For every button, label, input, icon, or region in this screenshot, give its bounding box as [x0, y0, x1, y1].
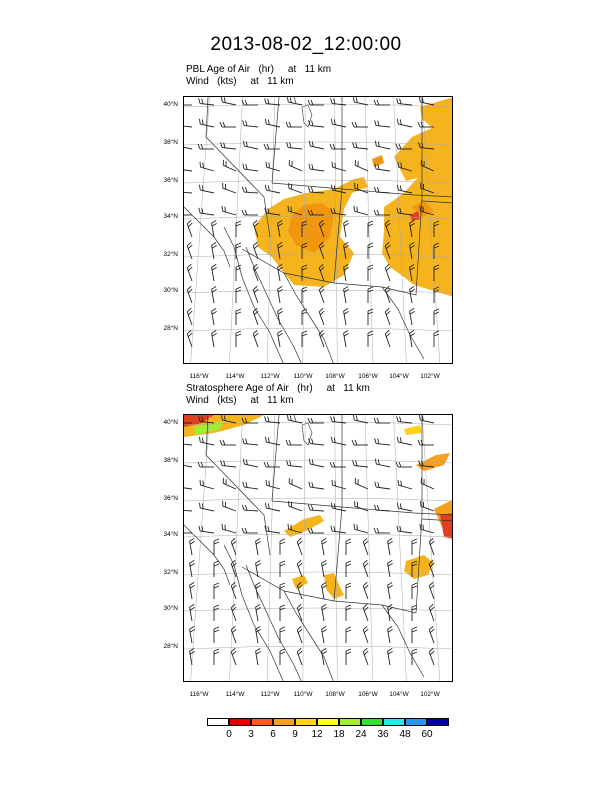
wind-barb	[396, 462, 412, 467]
wind-barb	[287, 460, 302, 467]
wind-barb	[184, 164, 192, 171]
wind-barb	[243, 120, 258, 127]
wind-barb	[280, 627, 285, 643]
wind-barb	[354, 524, 368, 533]
lat-label: 38°N	[163, 457, 178, 464]
wind-barb	[309, 164, 324, 171]
wind-barb	[319, 308, 324, 325]
lat-label: 32°N	[163, 251, 178, 258]
wind-barb	[289, 160, 302, 171]
colorbar-label: 9	[292, 729, 298, 740]
age-region	[420, 97, 453, 129]
colorbar-swatch	[229, 718, 251, 726]
wind-barb	[286, 122, 302, 127]
wind-barb	[388, 626, 393, 643]
wind-barb	[297, 648, 302, 665]
wind-barb	[388, 648, 393, 665]
wind-barb	[256, 582, 261, 599]
lat-label: 32°N	[163, 569, 178, 576]
wind-barb	[200, 162, 214, 171]
wind-barb	[265, 437, 280, 445]
colorbar-swatch	[405, 718, 427, 726]
wind-barb	[264, 462, 280, 467]
wind-barb	[344, 220, 349, 237]
colorbar-label: 3	[248, 729, 254, 740]
wind-barb	[236, 309, 241, 325]
wind-barb	[308, 528, 324, 533]
wind-barb	[309, 120, 324, 127]
wind-barb	[280, 605, 285, 621]
wind-barb	[231, 604, 236, 621]
colorbar-swatch	[251, 718, 273, 726]
wind-barb	[265, 98, 280, 105]
wind-barb	[397, 98, 412, 105]
wind-barb	[289, 478, 302, 489]
wind-barb	[397, 503, 412, 511]
panel2-title-field: Stratosphere Age of Air (hr) at 11 km	[186, 383, 370, 394]
colorbar-swatch	[361, 718, 383, 726]
wind-barb	[212, 264, 217, 281]
colorbar-swatch	[207, 718, 229, 726]
wind-barb	[256, 538, 261, 555]
wind-barb	[354, 206, 368, 215]
panel2-title-wind: Wind (kts) at 11 km	[186, 395, 294, 406]
wind-barb	[374, 528, 390, 533]
wind-barb	[190, 538, 195, 555]
wind-barb	[212, 286, 217, 303]
wind-barb	[214, 561, 219, 577]
lon-label: 104°W	[389, 373, 409, 380]
wind-barb	[331, 526, 346, 533]
wind-barb	[199, 503, 214, 511]
lat-label: 38°N	[163, 139, 178, 146]
wind-barb	[429, 648, 434, 665]
wind-barb	[412, 583, 417, 599]
wind-barb	[187, 264, 192, 281]
wind-barb	[346, 583, 351, 599]
wind-barb	[375, 459, 390, 467]
wind-barb	[280, 649, 285, 665]
lon-label: 102°W	[420, 373, 440, 380]
wind-barb	[265, 185, 280, 193]
wind-barb	[322, 560, 327, 577]
wind-barb	[419, 415, 434, 423]
wind-barb	[353, 415, 368, 423]
colorbar-label: 12	[311, 729, 323, 740]
wind-barb	[330, 144, 346, 149]
wind-barb	[297, 626, 302, 643]
lon-label: 106°W	[358, 691, 378, 698]
wind-barb	[236, 221, 241, 237]
wind-barb	[388, 538, 393, 555]
wind-barb	[184, 187, 192, 193]
lon-label: 102°W	[420, 691, 440, 698]
wind-barb	[322, 626, 327, 643]
wind-barb	[429, 538, 434, 555]
wind-barb	[236, 265, 241, 281]
colorbar-label: 18	[333, 729, 345, 740]
wind-barb	[242, 187, 258, 193]
panel1-title-wind: Wind (kts) at 11 km	[186, 76, 294, 87]
wind-barb	[212, 242, 217, 259]
wind-barb	[242, 505, 258, 511]
wind-barb	[412, 539, 417, 555]
wind-barb	[256, 648, 261, 665]
page-title: 2013-08-02_12:00:00	[210, 34, 402, 55]
wind-barb	[346, 649, 351, 665]
lon-label: 106°W	[358, 373, 378, 380]
lat-label: 40°N	[163, 101, 178, 108]
colorbar-label: 48	[399, 729, 411, 740]
wind-barb	[322, 604, 327, 621]
wind-barb	[331, 119, 346, 127]
wind-barb	[199, 98, 214, 105]
wind-barb	[412, 627, 417, 643]
wind-barb	[346, 627, 351, 643]
colorbar-swatch	[273, 718, 295, 726]
colorbar-label: 60	[421, 729, 433, 740]
lon-label: 104°W	[389, 691, 409, 698]
wind-barb	[184, 100, 192, 105]
wind-barb	[368, 309, 373, 325]
wind-barb	[221, 97, 236, 105]
wind-barb	[429, 604, 434, 621]
wind-barb	[222, 206, 236, 215]
graticule	[184, 415, 453, 682]
wind-barb	[264, 144, 280, 149]
colorbar-label: 0	[226, 729, 232, 740]
lat-label: 36°N	[163, 177, 178, 184]
wind-barb	[346, 605, 351, 621]
wind-barb	[388, 582, 393, 599]
lat-label: 34°N	[163, 531, 178, 538]
wind-barb	[363, 538, 368, 555]
wind-barb	[199, 185, 214, 193]
lat-label: 28°N	[163, 643, 178, 650]
lon-label: 116°W	[189, 691, 209, 698]
wind-barb	[265, 503, 280, 511]
lat-label: 40°N	[163, 419, 178, 426]
wind-barb	[253, 264, 258, 281]
wind-barb	[223, 183, 236, 193]
lon-label: 108°W	[325, 691, 345, 698]
lon-label: 112°W	[260, 691, 280, 698]
colorbar-label: 24	[355, 729, 367, 740]
wind-barb	[243, 438, 258, 445]
wind-barb	[212, 308, 217, 325]
wind-barb	[344, 308, 349, 325]
wind-barb	[368, 243, 373, 259]
wind-barb	[253, 330, 258, 347]
wind-barb	[322, 538, 327, 555]
wind-barb	[374, 100, 390, 105]
wind-barb	[309, 438, 324, 445]
wind-barb	[418, 440, 434, 445]
wind-barb	[344, 330, 349, 347]
wind-barb	[187, 242, 192, 259]
wind-barb	[187, 330, 192, 347]
wind-barb	[231, 538, 236, 555]
wind-barb	[421, 501, 434, 511]
colorbar-swatch	[383, 718, 405, 726]
wind-barb	[344, 286, 349, 303]
wind-barb	[355, 478, 368, 489]
wind-barb	[214, 539, 219, 555]
panel1-title-field: PBL Age of Air (hr) at 11 km	[186, 64, 332, 75]
wind-barb	[278, 286, 283, 303]
wind-barb	[355, 501, 368, 511]
wind-barb	[420, 524, 434, 533]
wind-barb	[184, 505, 192, 511]
wind-barb	[374, 418, 390, 423]
wind-barb	[214, 627, 219, 643]
wind-barb	[222, 524, 236, 533]
lon-label: 114°W	[225, 373, 245, 380]
wind-barb	[236, 331, 241, 347]
wind-barb	[214, 649, 219, 665]
wind-barb	[319, 286, 324, 303]
wind-barb	[242, 100, 258, 105]
wind-barb	[363, 582, 368, 599]
wind-barb	[243, 164, 258, 171]
wind-barb	[363, 626, 368, 643]
lat-label: 36°N	[163, 495, 178, 502]
wind-barb	[397, 437, 412, 445]
panel1-map	[183, 96, 453, 364]
wind-barb	[187, 308, 192, 325]
wind-barb	[363, 604, 368, 621]
wind-barb	[353, 142, 368, 149]
wind-barb	[375, 120, 390, 127]
lon-label: 114°W	[225, 691, 245, 698]
wind-barb	[346, 539, 351, 555]
lat-label: 34°N	[163, 213, 178, 220]
panel1-map-canvas	[184, 97, 453, 364]
wind-barb	[187, 286, 192, 303]
wind-barb	[243, 141, 258, 149]
wind-barb	[265, 416, 280, 423]
wind-barb	[184, 482, 192, 489]
wind-barb	[397, 416, 412, 423]
wind-barb	[353, 97, 368, 105]
wind-barb	[297, 560, 302, 577]
lat-label: 30°N	[163, 605, 178, 612]
age-region	[404, 425, 422, 435]
wind-barb	[280, 561, 285, 577]
wind-barb	[212, 330, 217, 347]
wind-barb	[242, 210, 258, 215]
wind-barb	[253, 308, 258, 325]
wind-barb	[374, 187, 390, 193]
panel2-map-canvas	[184, 415, 453, 682]
wind-barb	[184, 438, 192, 445]
wind-barb	[388, 560, 393, 577]
wind-barb	[214, 583, 219, 599]
wind-barb	[421, 478, 434, 489]
lat-label: 28°N	[163, 325, 178, 332]
colorbar-swatch	[295, 718, 317, 726]
lon-label: 112°W	[260, 373, 280, 380]
age-region	[324, 573, 344, 599]
wind-barb	[256, 560, 261, 577]
wind-barb	[253, 286, 258, 303]
lat-label: 30°N	[163, 287, 178, 294]
wind-barb	[280, 539, 285, 555]
wind-barb	[429, 626, 434, 643]
wind-barb	[308, 505, 324, 511]
wind-barb	[330, 462, 346, 467]
colorbar-swatch	[317, 718, 339, 726]
colorbar-swatch	[339, 718, 361, 726]
wind-barb	[353, 460, 368, 467]
wind-barb	[212, 220, 217, 237]
wind-barb	[297, 538, 302, 555]
panel2-map	[183, 414, 453, 682]
wind-barb	[385, 330, 390, 347]
wind-barb	[286, 440, 302, 445]
wind-barb	[375, 482, 390, 489]
wind-barbs	[184, 415, 434, 665]
wind-barb	[363, 648, 368, 665]
wind-barb	[346, 561, 351, 577]
wind-barb	[287, 142, 302, 149]
wind-barb	[187, 220, 192, 237]
wind-barb	[410, 308, 415, 325]
state-boundaries	[184, 415, 453, 682]
wind-barb	[220, 122, 236, 127]
wind-barb	[278, 330, 283, 347]
wind-barb	[385, 264, 390, 281]
wind-barb	[242, 528, 258, 533]
wind-barb	[332, 480, 346, 489]
wind-barb	[236, 287, 241, 303]
wind-barb	[374, 505, 390, 511]
lon-label: 108°W	[325, 373, 345, 380]
wind-barb	[309, 482, 324, 489]
wind-barb	[385, 308, 390, 325]
wind-barb	[214, 605, 219, 621]
wind-barb	[332, 162, 346, 171]
wind-barb	[190, 604, 195, 621]
wind-barb	[190, 582, 195, 599]
colorbar-swatch	[427, 718, 449, 726]
colorbar-label: 36	[377, 729, 389, 740]
wind-barb	[398, 480, 412, 489]
wind-barb	[265, 526, 280, 533]
wind-barb	[302, 287, 307, 303]
lon-label: 110°W	[293, 373, 313, 380]
colorbar-label: 6	[270, 729, 276, 740]
wind-barb	[265, 119, 280, 127]
wind-barb	[375, 141, 390, 149]
lon-label: 110°W	[293, 691, 313, 698]
wind-barb	[397, 119, 412, 127]
wind-barb	[331, 437, 346, 445]
wind-barb	[375, 438, 390, 445]
wind-barb	[243, 482, 258, 489]
wind-barb	[220, 440, 236, 445]
wind-barb	[256, 604, 261, 621]
wind-barb	[231, 648, 236, 665]
wind-barb	[355, 160, 368, 171]
wind-barb	[412, 649, 417, 665]
lon-label: 116°W	[189, 373, 209, 380]
wind-barb	[184, 120, 192, 127]
wind-barb	[223, 501, 236, 511]
wind-barb	[243, 459, 258, 467]
wind-barb	[363, 560, 368, 577]
wind-barb	[200, 480, 214, 489]
